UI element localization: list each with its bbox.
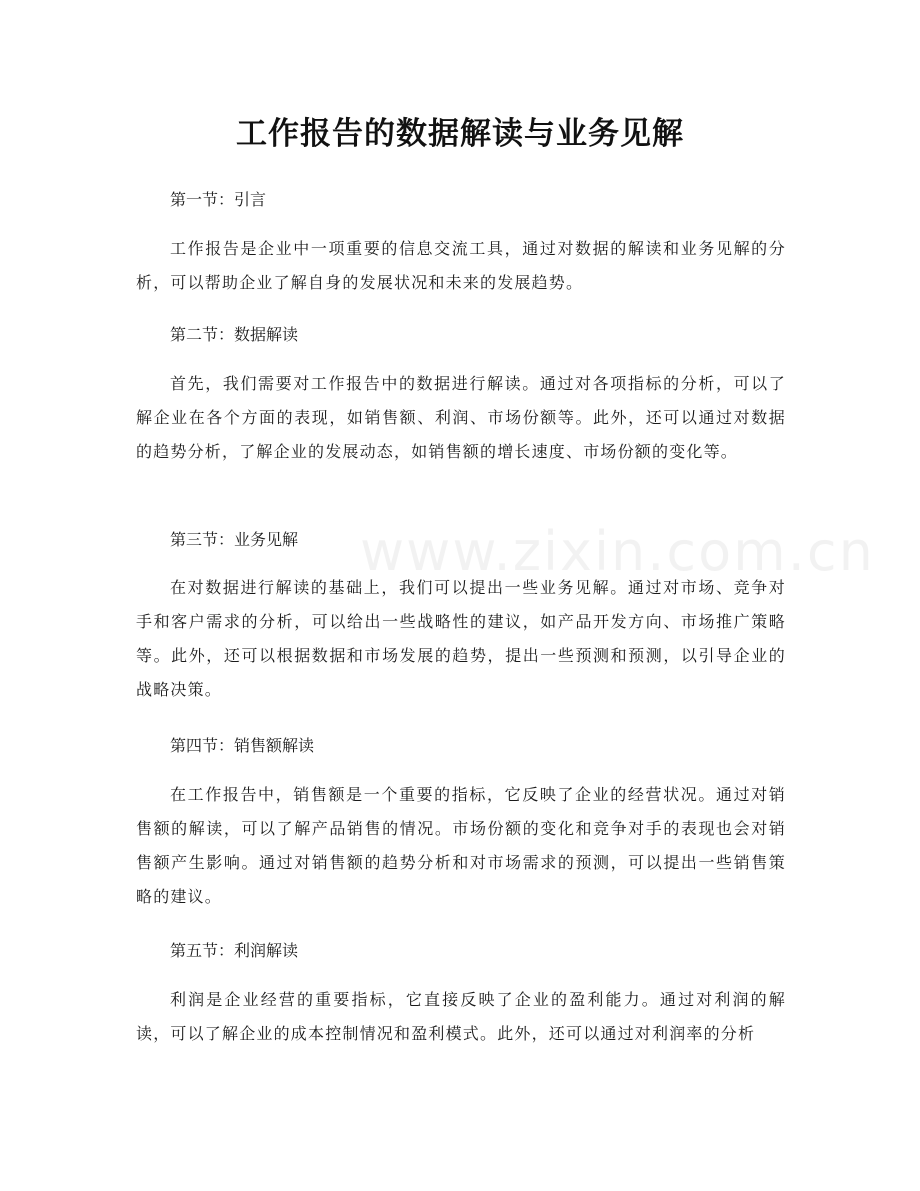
section-body-4: 在工作报告中，销售额是一个重要的指标，它反映了企业的经营状况。通过对销售额的解读，可以了解产品销售的情况。市场份额的变化和竞争对手的表现也会对销售额产生影响。通过对销售额的趋势分析和对市场需求的预测，可以提出一些销售策略的建议。: [136, 785, 786, 906]
section-heading-2: 第二节：数据解读: [170, 325, 299, 344]
section-heading-1: 第一节：引言: [170, 190, 267, 209]
section-body-3: 在对数据进行解读的基础上，我们可以提出一些业务见解。通过对市场、竞争对手和客户需求的分析，可以给出一些战略性的建议，如产品开发方向、市场推广策略等。此外，还可以根据数据和市场发展的趋势，提出一些预测和预测，以引导企业的战略决策。: [136, 578, 786, 699]
document-title: 工作报告的数据解读与业务见解: [236, 116, 684, 152]
section-body-5: 利润是企业经营的重要指标，它直接反映了企业的盈利能力。通过对利润的解读，可以了解企业的成本控制情况和盈利模式。此外，还可以通过对利润率的分析: [136, 990, 786, 1043]
section-body-2: 首先，我们需要对工作报告中的数据进行解读。通过对各项指标的分析，可以了解企业在各个方面的表现，如销售额、利润、市场份额等。此外，还可以通过对数据的趋势分析，了解企业的发展动态，如销售额的增长速度、市场份额的变化等。: [136, 374, 786, 461]
section-heading-4: 第四节：销售额解读: [170, 736, 315, 755]
section-body-1: 工作报告是企业中一项重要的信息交流工具，通过对数据的解读和业务见解的分析，可以帮助企业了解自身的发展状况和未来的发展趋势。: [136, 239, 786, 292]
section-heading-5: 第五节：利润解读: [170, 941, 299, 960]
section-heading-3: 第三节：业务见解: [170, 530, 299, 549]
watermark: www.zixin.com.cn: [360, 520, 875, 583]
